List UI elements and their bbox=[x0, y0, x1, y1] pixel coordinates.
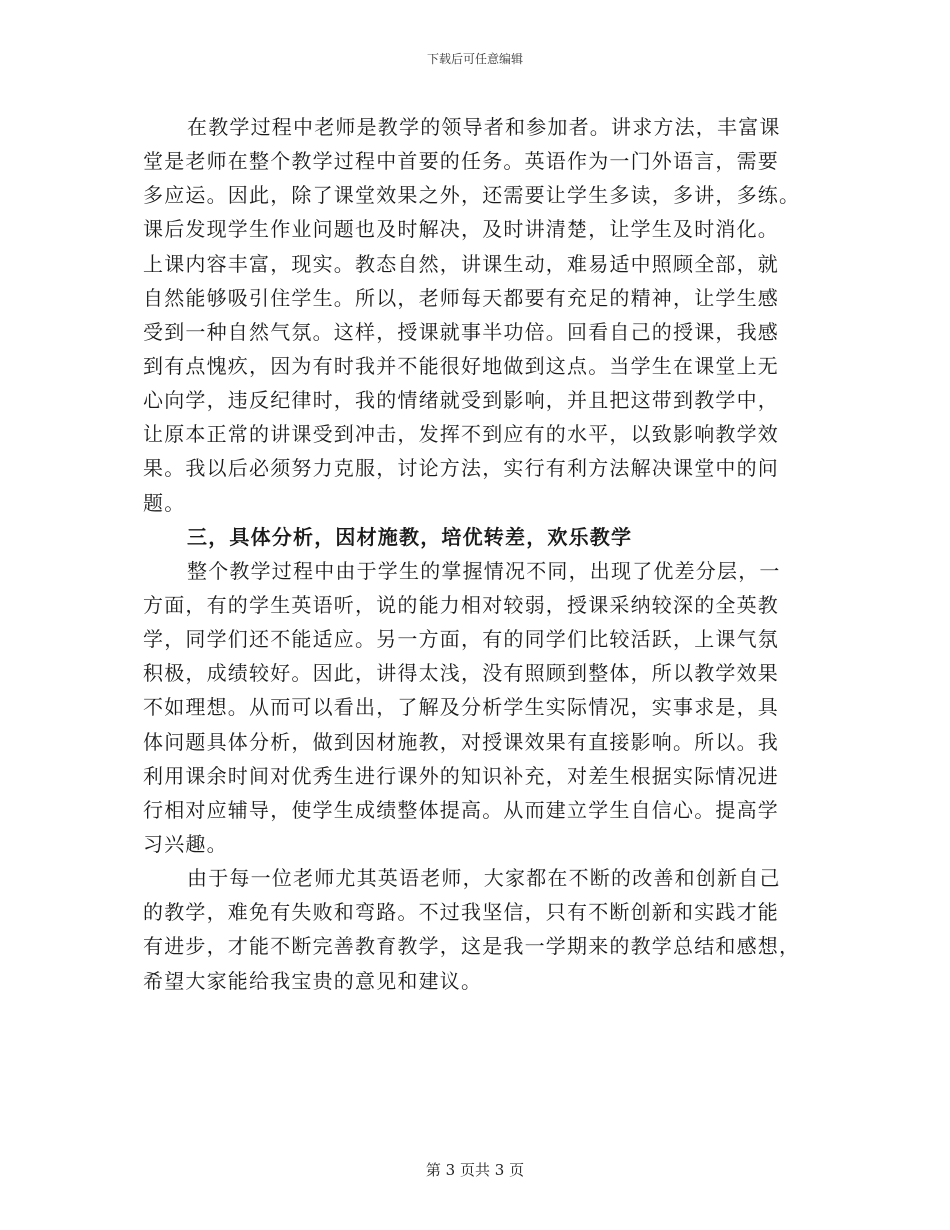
page-footer: 第 3 页共 3 页 bbox=[425, 1161, 525, 1179]
text-line: 多应运。因此，除了课堂效果之外，还需要让学生多读，多讲，多练。 bbox=[143, 183, 801, 208]
section-heading: 三，具体分析，因材施教，培优转差，欢乐教学 bbox=[187, 524, 633, 549]
text-line: 积极，成绩较好。因此，讲得太浅，没有照顾到整体，所以教学效果 bbox=[143, 661, 779, 686]
text-line: 上课内容丰富，现实。教态自然，讲课生动，难易适中照顾全部，就 bbox=[143, 251, 779, 276]
text-line: 题。 bbox=[143, 490, 186, 515]
document-body bbox=[143, 110, 811, 998]
text-line: 利用课余时间对优秀生进行课外的知识补充，对差生根据实际情况进 bbox=[143, 763, 779, 788]
paragraph-3 bbox=[143, 861, 811, 998]
text-line: 有进步，才能不断完善教育教学，这是我一学期来的教学总结和感想， bbox=[143, 934, 801, 959]
paragraph-2 bbox=[143, 554, 811, 861]
text-line: 课后发现学生作业问题也及时解决，及时讲清楚，让学生及时消化。 bbox=[143, 217, 779, 242]
text-line: 希望大家能给我宝贵的意见和建议。 bbox=[143, 968, 483, 993]
text-line: 行相对应辅导，使学生成绩整体提高。从而建立学生自信心。提高学 bbox=[143, 797, 779, 822]
text-line: 让原本正常的讲课受到冲击，发挥不到应有的水平，以致影响教学效 bbox=[143, 422, 779, 447]
text-line: 自然能够吸引住学生。所以，老师每天都要有充足的精神，让学生感 bbox=[143, 285, 779, 310]
text-line: 由于每一位老师尤其英语老师，大家都在不断的改善和创新自己 bbox=[187, 866, 781, 891]
text-line: 到有点愧疚，因为有时我并不能很好地做到这点。当学生在课堂上无 bbox=[143, 353, 779, 378]
text-line: 习兴趣。 bbox=[143, 831, 228, 856]
text-line: 体问题具体分析，做到因材施教，对授课效果有直接影响。所以。我 bbox=[143, 729, 779, 754]
text-line: 整个教学过程中由于学生的掌握情况不同，出现了优差分层，一 bbox=[187, 558, 781, 583]
text-line: 方面，有的学生英语听，说的能力相对较弱，授课采纳较深的全英教 bbox=[143, 592, 779, 617]
text-line: 果。我以后必须努力克服，讨论方法，实行有利方法解决课堂中的问 bbox=[143, 456, 779, 481]
text-line: 学，同学们还不能适应。另一方面，有的同学们比较活跃，上课气氛 bbox=[143, 627, 779, 652]
page-header: 下载后可任意编辑 bbox=[426, 52, 523, 66]
text-line: 在教学过程中老师是教学的领导者和参加者。讲求方法，丰富课 bbox=[187, 115, 781, 139]
text-line: 的教学，难免有失败和弯路。不过我坚信，只有不断创新和实践才能 bbox=[143, 900, 779, 925]
text-line: 堂是老师在整个教学过程中首要的任务。英语作为一门外语言，需要 bbox=[143, 149, 779, 174]
text-line: 受到一种自然气氛。这样，授课就事半功倍。回看自己的授课，我感 bbox=[143, 319, 779, 344]
paragraph-1 bbox=[143, 110, 811, 520]
text-line: 心向学，违反纪律时，我的情绪就受到影响，并且把这带到教学中， bbox=[143, 388, 779, 413]
text-line: 不如理想。从而可以看出，了解及分析学生实际情况，实事求是，具 bbox=[143, 695, 779, 720]
